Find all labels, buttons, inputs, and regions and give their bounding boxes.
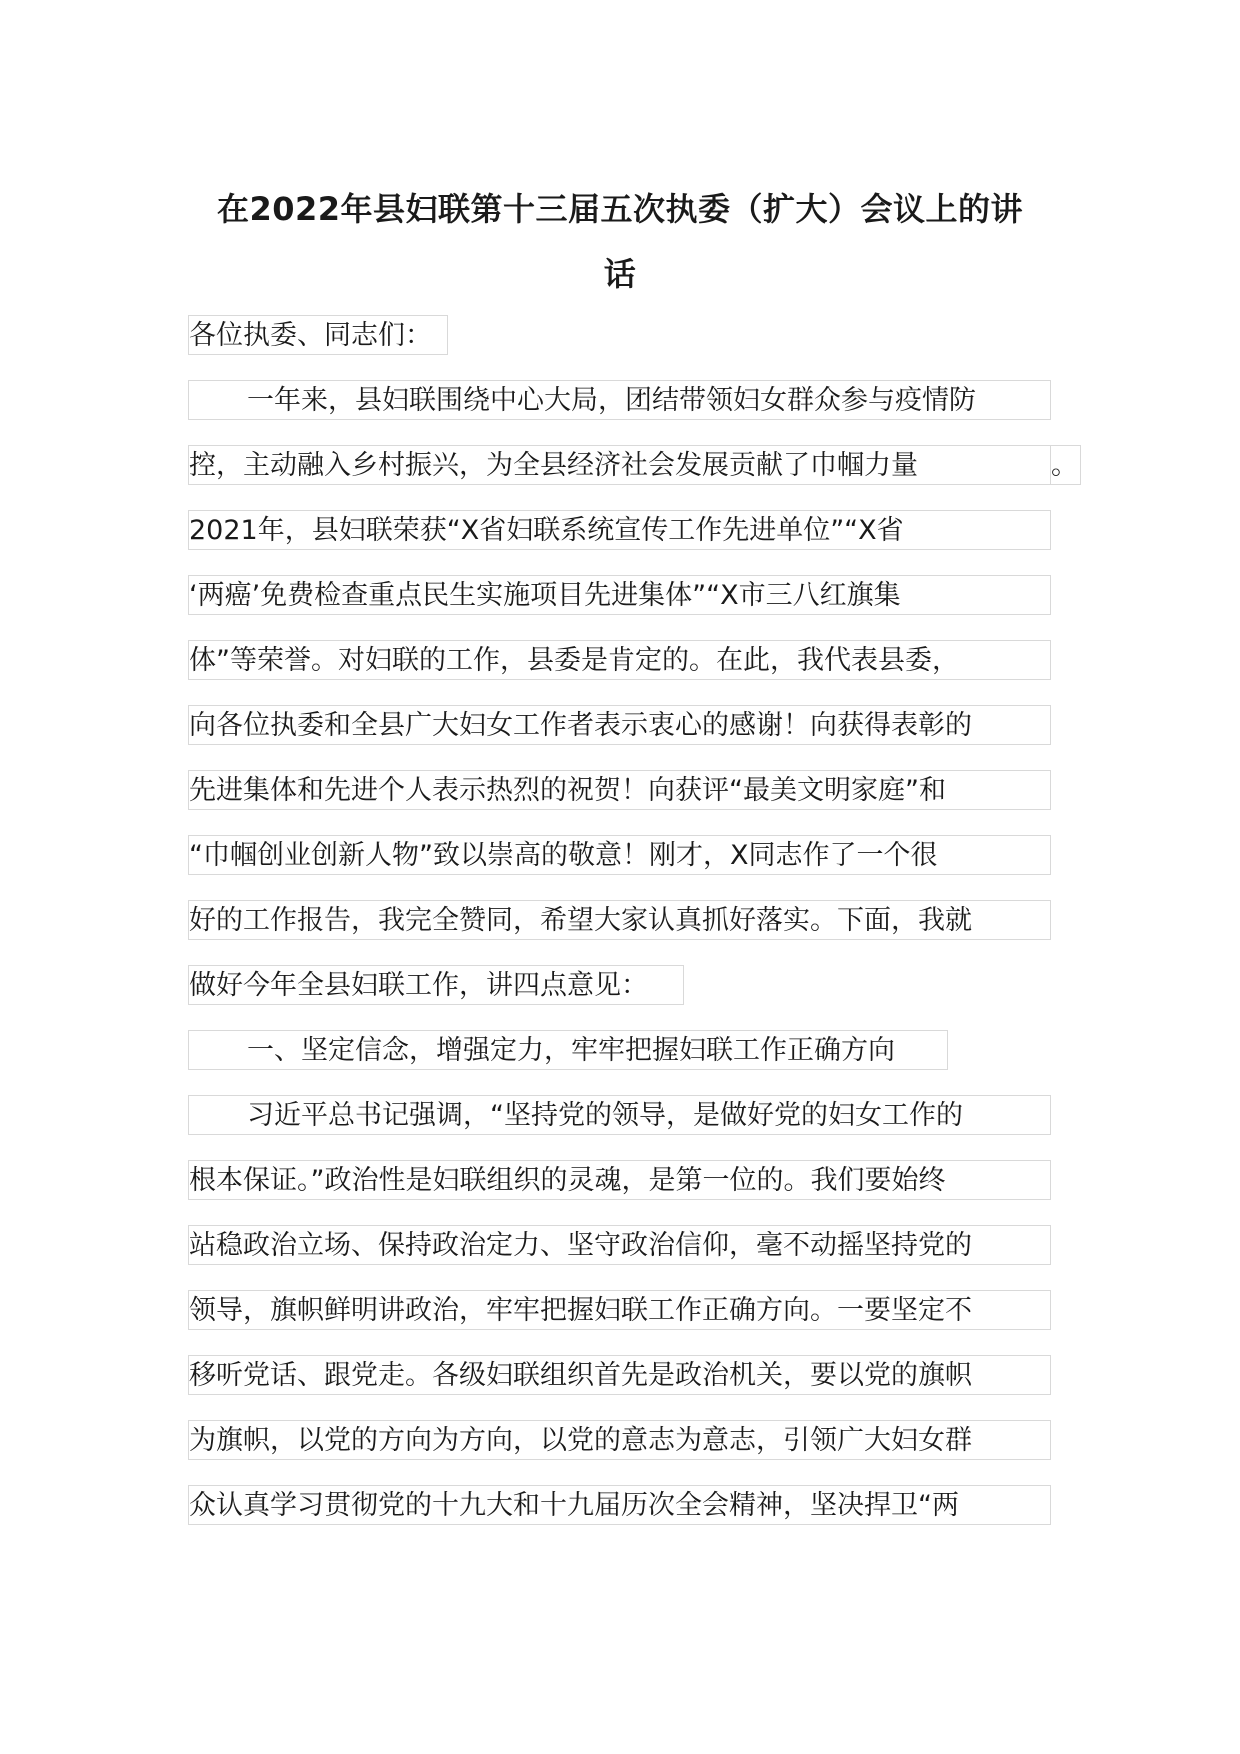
body-line-4: ‘两癌’免费检查重点民生实施项目先进集体”“X市三八红旗集 xyxy=(188,575,1051,615)
body-line-1: 一年来，县妇联围绕中心大局，团结带领妇女群众参与疫情防 xyxy=(188,380,1051,420)
body-line-5: 体”等荣誉。对妇联的工作，县委是肯定的。在此，我代表县委， xyxy=(188,640,1051,680)
body-line-7: 先进集体和先进个人表示热烈的祝贺！向获评“最美文明家庭”和 xyxy=(188,770,1051,810)
body-line-6: 向各位执委和全县广大妇女工作者表示衷心的感谢！向获得表彰的 xyxy=(188,705,1051,745)
body-line-2: 控，主动融入乡村振兴，为全县经济社会发展贡献了巾帼力量 xyxy=(188,445,1051,485)
body-line-14: 领导，旗帜鲜明讲政治，牢牢把握妇联工作正确方向。一要坚定不 xyxy=(188,1290,1051,1330)
body-line-11: 习近平总书记强调，“坚持党的领导，是做好党的妇女工作的 xyxy=(188,1095,1051,1135)
body-line-13: 站稳政治立场、保持政治定力、坚守政治信仰，毫不动摇坚持党的 xyxy=(188,1225,1051,1265)
body-line-16: 为旗帜，以党的方向为方向，以党的意志为意志，引领广大妇女群 xyxy=(188,1420,1051,1460)
body-line-8: “巾帼创业创新人物”致以崇高的敬意！刚才，X同志作了一个很 xyxy=(188,835,1051,875)
body-line-9: 好的工作报告，我完全赞同，希望大家认真抓好落实。下面，我就 xyxy=(188,900,1051,940)
body-line-3: 2021年，县妇联荣获“X省妇联系统宣传工作先进单位”“X省 xyxy=(188,510,1051,550)
body-line-2-overflow-punctuation: 。 xyxy=(1050,445,1081,485)
body-line-17: 众认真学习贯彻党的十九大和十九届历次全会精神，坚决捍卫“两 xyxy=(188,1485,1051,1525)
document-title-line-2: 话 xyxy=(603,255,637,293)
body-line-12: 根本保证。”政治性是妇联组织的灵魂，是第一位的。我们要始终 xyxy=(188,1160,1051,1200)
body-line-10: 做好今年全县妇联工作，讲四点意见： xyxy=(188,965,684,1005)
body-line-15: 移听党话、跟党走。各级妇联组织首先是政治机关，要以党的旗帜 xyxy=(188,1355,1051,1395)
salutation-line: 各位执委、同志们： xyxy=(188,315,448,355)
section-heading-1: 一、坚定信念，增强定力，牢牢把握妇联工作正确方向 xyxy=(188,1030,948,1070)
document-title-line-1: 在2022年县妇联第十三届五次执委（扩大）会议上的讲 xyxy=(216,190,1024,228)
